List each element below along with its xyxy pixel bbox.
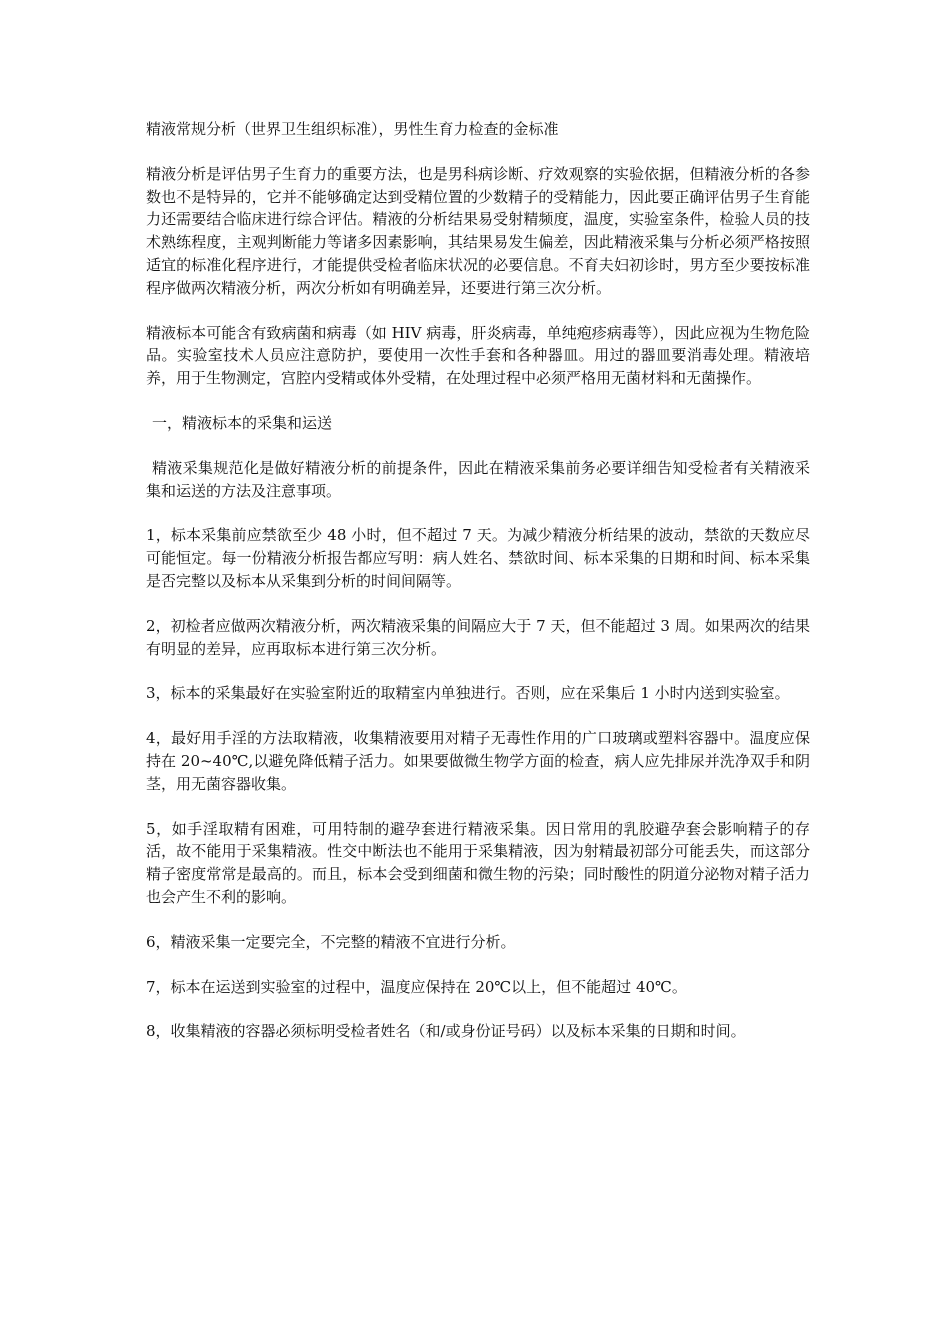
intro-paragraph-2: 精液标本可能含有致病菌和病毒（如 HIV 病毒，肝炎病毒，单纯疱疹病毒等），因此应视为生物危险品。实验室技术人员应注意防护，要使用一次性手套和各种器皿。用过的器皿要消毒处理。精液培养，用于生物测定，宫腔内受精或体外受精，在处理过程中必须严格用无菌材料和无菌操作。 <box>146 323 810 388</box>
list-item-2: 2，初检者应做两次精液分析，两次精液采集的间隔应大于 7 天，但不能超过 3 周。如果两次的结果有明显的差异，应再取标本进行第三次分析。 <box>146 616 810 658</box>
list-item-8: 8，收集精液的容器必须标明受检者姓名（和/或身份证号码）以及标本采集的日期和时间。 <box>146 1022 746 1041</box>
document-body <box>146 118 810 1065</box>
list-item-5: 5，如手淫取精有困难，可用特制的避孕套进行精液采集。因日常用的乳胶避孕套会影响精子的存活，故不能用于采集精液。性交中断法也不能用于采集精液，因为射精最初部分可能丢失，而这部分精子密度常常是最高的。而且，标本会受到细菌和微生物的污染；同时酸性的阴道分泌物对精子活力也会产生不利的影响。 <box>146 819 810 906</box>
list-item-6: 6，精液采集一定要完全，不完整的精液不宜进行分析。 <box>146 932 516 951</box>
list-item-1: 1，标本采集前应禁欲至少 48 小时，但不超过 7 天。为减少精液分析结果的波动，禁欲的天数应尽可能恒定。每一份精液分析报告都应写明：病人姓名、禁欲时间、标本采集的日期和时间、标本采集是否完整以及标本从采集到分析的时间间隔等。 <box>146 526 810 590</box>
intro-paragraph-1: 精液分析是评估男子生育力的重要方法，也是男科病诊断、疗效观察的实验依据，但精液分析的各参数也不是特异的，它并不能够确定达到受精位置的少数精子的受精能力，因此要正确评估男子生育能力还需要结合临床进行综合评估。精液的分析结果易受射精频度，温度，实验室条件，检验人员的技术熟练程度，主观判断能力等诸多因素影响，其结果易发生偏差，因此精液采集与分析必须严格按照适宜的标准化程序进行，才能提供受检者临床状况的必要信息。不育夫妇初诊时，男方至少要按标准程序做两次精液分析，两次分析如有明确差异，还要进行第三次分析。 <box>146 164 810 297</box>
list-item-4: 4，最好用手淫的方法取精液，收集精液要用对精子无毒性作用的广口玻璃或塑料容器中。温度应保持在 20~40℃,以避免降低精子活力。如果要做微生物学方面的检查，病人应先排尿并洗净双手和阴茎，用无菌容器收集。 <box>146 729 810 793</box>
section-intro: 精液采集规范化是做好精液分析的前提条件，因此在精液采集前务必要详细告知受检者有关精液采集和运送的方法及注意事项。 <box>146 458 810 500</box>
section-heading: 一，精液标本的采集和运送 <box>152 413 333 432</box>
document-title: 精液常规分析（世界卫生组织标准），男性生育力检查的金标准 <box>146 120 559 138</box>
list-item-3: 3，标本的采集最好在实验室附近的取精室内单独进行。否则，应在采集后 1 小时内送到实验室。 <box>146 684 790 703</box>
list-item-7: 7，标本在运送到实验室的过程中，温度应保持在 20℃以上，但不能超过 40℃。 <box>146 977 687 996</box>
